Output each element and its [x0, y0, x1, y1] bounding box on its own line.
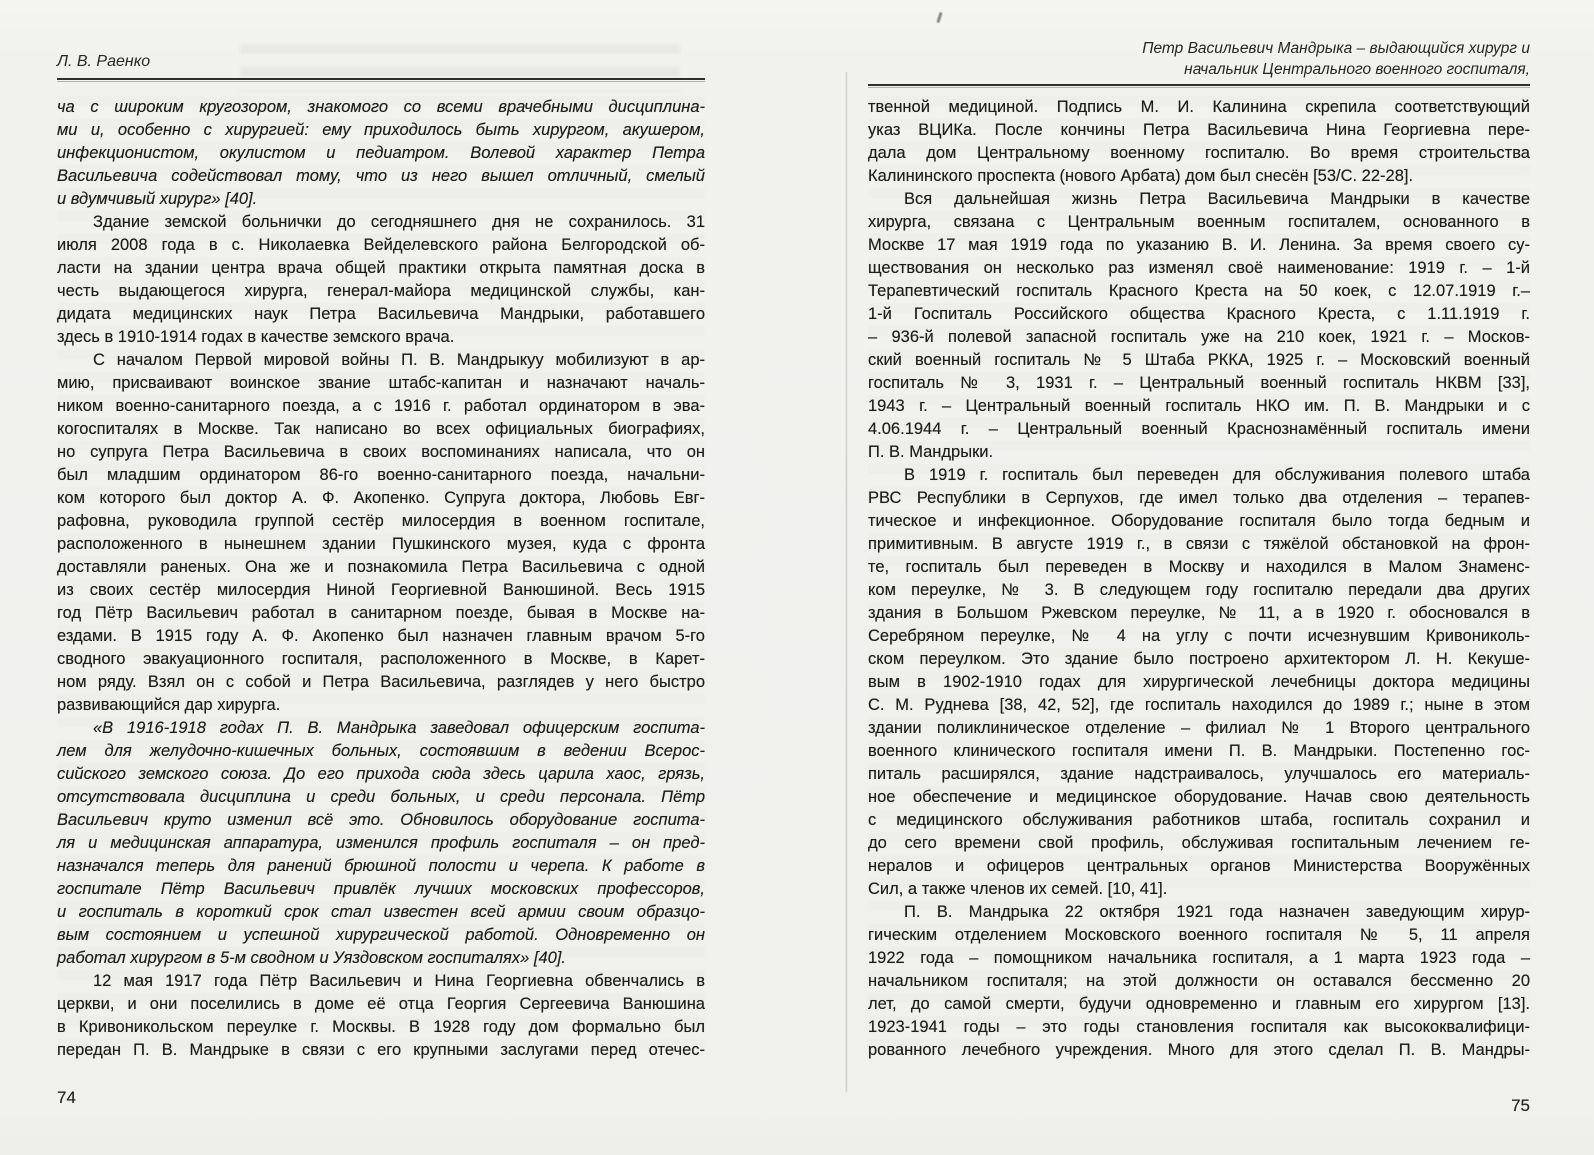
text-line: ном ряду. Взял он с собой и Петра Васильевича, разглядев у него быстро: [57, 673, 705, 691]
text-line: С началом Первой мировой войны П. В. Мандрыкуу мобилизуют в ар-: [93, 351, 705, 369]
header-rule-left: [57, 78, 705, 82]
text-line: дидата медицинских наук Петра Васильевича Мандрыки, работавшего: [57, 305, 705, 323]
text-line: 4.06.1944 г. – Центральный военный Краснознамённый госпиталь имени: [868, 420, 1530, 438]
text-line: В 1919 г. госпиталь был переведен для обслуживания полевого штаба: [904, 466, 1530, 484]
text-line: госпиталь № 3, 1931 г. – Центральный военный госпиталь НКВМ [33],: [868, 374, 1530, 392]
text-line: Васильевича содействовал тому, что из него вышел отличный, смелый: [57, 167, 705, 185]
text-line: П. В. Мандрыки.: [868, 443, 994, 461]
text-line: инфекционистом, окулистом и педиатром. Волевой характер Петра: [57, 144, 705, 162]
paragraph: [868, 96, 1530, 188]
text-line: ский военный госпиталь № 5 Штаба РККА, 1925 г. – Московский военный: [868, 351, 1530, 369]
text-line: ком переулке, № 3. В следующем году госпиталю передали два других: [868, 581, 1530, 599]
text-line: указ ВЦИКа. После кончины Петра Васильевича Нина Георгиевна пере-: [868, 121, 1530, 139]
text-line: РВС Республики в Серпухов, где имел только два отделения – терапев-: [868, 489, 1530, 507]
text-line: доставляли раненых. Она же и познакомила Петра Васильевича с одной: [57, 558, 705, 576]
text-line: когоспиталях в Москве. Так написано во всех официальных биографиях,: [57, 420, 705, 438]
text-line: но супруга Петра Васильевича в своих воспоминаниях написала, что он: [57, 443, 705, 461]
text-line: ное обеспечение и медицинское оборудование. Начав свою деятельность: [868, 788, 1530, 806]
text-line: те, госпиталь был переведен в Москву и находился в Малом Знаменс-: [868, 558, 1530, 576]
text-line: Москве 17 мая 1919 года по указанию В. И. Ленина. За время своего су-: [868, 236, 1530, 254]
text-line: передан П. В. Мандрыке в связи с его крупными заслугами перед отечес-: [57, 1041, 705, 1059]
text-line: лет, до самой смерти, будучи одновременно и главным его хирургом [13].: [868, 995, 1530, 1013]
text-line: С. М. Руднева [38, 42, 52], где госпиталь находился до 1989 г.; ныне в этом: [868, 696, 1530, 714]
text-line: ником военно-санитарного поезда, а с 1916 г. работал ординатором в эва-: [57, 397, 705, 415]
text-line: примитивным. В августе 1919 г., в связи с тяжёлой обстановкой на фрон-: [868, 535, 1530, 553]
text-line: начальником госпиталя; на этой должности он оставался бессменно 20: [868, 972, 1530, 990]
text-line: ском переулком. Это здание было построено архитектором Л. Н. Кекуше-: [868, 650, 1530, 668]
paragraph: [868, 188, 1530, 464]
text-line: и вдумчивый хирург» [40].: [57, 190, 258, 208]
text-line: рафовна, руководила группой сестёр милосердия в военном госпитале,: [57, 512, 705, 530]
paragraph: [868, 901, 1530, 1062]
text-line: Сил, а также членов их семей. [10, 41].: [868, 880, 1168, 898]
text-line: Здание земской больнички до сегодняшнего дня не сохранилось. 31: [93, 213, 705, 231]
text-line: военного клинического госпиталя имени П. В. Мандрыки. Постепенно гос-: [868, 742, 1530, 760]
text-line: тическое и инфекционное. Оборудование госпиталя было тогда бедным и: [868, 512, 1530, 530]
page-gutter-line: [846, 72, 847, 1092]
text-line: хирурга, связана с Центральным военным госпиталем, основанного в: [868, 213, 1530, 231]
text-line: ществования он несколько раз изменял своё наименование: 1919 г. – 1-й: [868, 259, 1530, 277]
text-line: сводного эвакуационного госпиталя, расположенного в Москве, в Карет-: [57, 650, 705, 668]
text-line: в Кривоникольском переулке г. Москвы. В 1928 году дом формально был: [57, 1018, 705, 1036]
running-head-author: Л. В. Раенко: [57, 53, 151, 70]
text-line: работал хирургом в 5-м сводном и Уяздовском госпиталях» [40].: [57, 949, 566, 967]
text-line: назначался теперь для ранений брюшной полости и черепа. К работе в: [57, 857, 705, 875]
text-line: ми и, особенно с хирургией: ему приходилось быть хирургом, акушером,: [57, 121, 705, 139]
text-line: церкви, и они поселились в доме её отца Георгия Сергеевича Ванюшина: [57, 995, 705, 1013]
text-line: госпитале Пётр Васильевич привлёк лучших московских профессоров,: [57, 880, 705, 898]
text-line: Васильевич круто изменил всё это. Обновилось оборудование госпита-: [57, 811, 705, 829]
text-line: «В 1916-1918 годах П. В. Мандрыка заведовал офицерским госпита-: [93, 719, 705, 737]
text-line: здания в Большом Ржевском переулке, № 11, а в 1920 г. обосновался в: [868, 604, 1530, 622]
paragraph: [57, 349, 705, 717]
text-line: ездами. В 1915 году А. Ф. Акопенко был назначен главным врачом 5-го: [57, 627, 705, 645]
paragraph: [57, 211, 705, 349]
running-head-chapter-line1: Петр Васильевич Мандрыка – выдающийся хирург и: [1142, 40, 1530, 57]
header-rule-right: [868, 84, 1530, 88]
text-line: 1943 г. – Центральный военный госпиталь НКО им. П. В. Мандрыки и с: [868, 397, 1530, 415]
page-left-body: [57, 96, 705, 1062]
text-line: ком которого был доктор А. Ф. Акопенко. Супруга доктора, Любовь Евг-: [57, 489, 705, 507]
text-line: рованного лечебного учреждения. Много для этого сделал П. В. Мандры-: [868, 1041, 1530, 1059]
text-line: ласти на здании центра врача общей практики открыта памятная доска в: [57, 259, 705, 277]
paragraph: [57, 717, 705, 970]
text-line: гическим отделением Московского военного госпиталя № 5, 11 апреля: [868, 926, 1530, 944]
text-line: с медицинского обслуживания работников штаба, госпиталь сохранил и: [868, 811, 1530, 829]
text-line: расположенного в нынешнем здании Пушкинского музея, куда с фронта: [57, 535, 705, 553]
text-line: мию, присваивают воинское звание штабс-капитан и назначают началь-: [57, 374, 705, 392]
text-line: нералов и офицеров центральных органов Министерства Вооружённых: [868, 857, 1530, 875]
text-line: Калининского проспекта (нового Арбата) дом был снесён [53/С. 22-28].: [868, 167, 1414, 185]
running-head-chapter: [868, 38, 1530, 80]
text-line: ля и медицинская аппаратура, изменился профиль госпиталя – он пред-: [57, 834, 705, 852]
text-line: ча с широким кругозором, знакомого со всеми врачебными дисциплина-: [57, 98, 705, 116]
text-line: из своих сестёр милосердия Ниной Георгиевной Ванюшиной. Весь 1915: [57, 581, 705, 599]
text-line: честь выдающегося хирурга, генерал-майора медицинской службы, кан-: [57, 282, 705, 300]
page-number-left: 74: [57, 1088, 76, 1107]
text-line: развивающийся дар хирурга.: [57, 696, 281, 714]
text-line: год Пётр Васильевич работал в санитарном поезде, бывая в Москве на-: [57, 604, 705, 622]
text-line: вым в 1902-1910 годах для хирургической лечебницы доктора медицины: [868, 673, 1530, 691]
text-line: 1922 года – помощником начальника госпиталя, а 1 марта 1923 года –: [868, 949, 1530, 967]
text-line: вым состоянием и успешной хирургической работой. Одновременно он: [57, 926, 705, 944]
text-line: сийского земского союза. До его прихода сюда здесь царила хаос, грязь,: [57, 765, 705, 783]
text-line: и госпиталь в короткий срок стал известен всей армии своим образцо-: [57, 903, 705, 921]
text-line: лем для желудочно-кишечных больных, состоявшим в ведении Всерос-: [57, 742, 705, 760]
text-line: Вся дальнейшая жизнь Петра Васильевича Мандрыки в качестве: [904, 190, 1530, 208]
text-line: Серебряном переулке, № 4 на углу с почти исчезнувшим Кривониколь-: [868, 627, 1530, 645]
page-number-right: 75: [1511, 1096, 1530, 1115]
text-line: 1923-1941 годы – это годы становления госпиталя как высококвалифици-: [868, 1018, 1530, 1036]
scan-speck: [936, 12, 942, 23]
page-right-body: [868, 96, 1530, 1062]
text-line: питаль расширялся, здание надстраивалось, улучшалось его материаль-: [868, 765, 1530, 783]
text-line: отсутствовала дисциплина и среди больных, и среди персонала. Пётр: [57, 788, 705, 806]
text-line: П. В. Мандрыка 22 октября 1921 года назначен заведующим хирур-: [904, 903, 1530, 921]
paragraph: [57, 96, 705, 211]
text-line: твенной медициной. Подпись М. И. Калинина скрепила соответствующий: [868, 98, 1530, 116]
text-line: здесь в 1910-1914 годах в качестве земского врача.: [57, 328, 455, 346]
text-line: – 936-й полевой запасной госпиталь уже на 210 коек, 1921 г. – Москов-: [868, 328, 1530, 346]
text-line: здании поликлиническое отделение – филиал № 1 Второго центрального: [868, 719, 1530, 737]
text-line: Терапевтический госпиталь Красного Креста на 50 коек, с 12.07.1919 г.–: [868, 282, 1530, 300]
text-line: был младшим ординатором 86-го военно-санитарного поезда, начальни-: [57, 466, 705, 484]
text-line: до сего времени свой профиль, обслуживая госпитальным лечением ге-: [868, 834, 1530, 852]
text-line: июля 2008 года в с. Николаевка Вейделевского района Белгородской об-: [57, 236, 705, 254]
text-line: 12 мая 1917 года Пётр Васильевич и Нина Георгиевна обвенчались в: [93, 972, 705, 990]
paragraph: [868, 464, 1530, 901]
text-line: 1-й Госпиталь Российского общества Красного Креста, с 1.11.1919 г.: [868, 305, 1530, 323]
text-line: дала дом Центральному военному госпиталю. Во время строительства: [868, 144, 1530, 162]
running-head-chapter-line2: начальник Центрального военного госпиталя,: [1184, 61, 1530, 78]
paragraph: [57, 970, 705, 1062]
